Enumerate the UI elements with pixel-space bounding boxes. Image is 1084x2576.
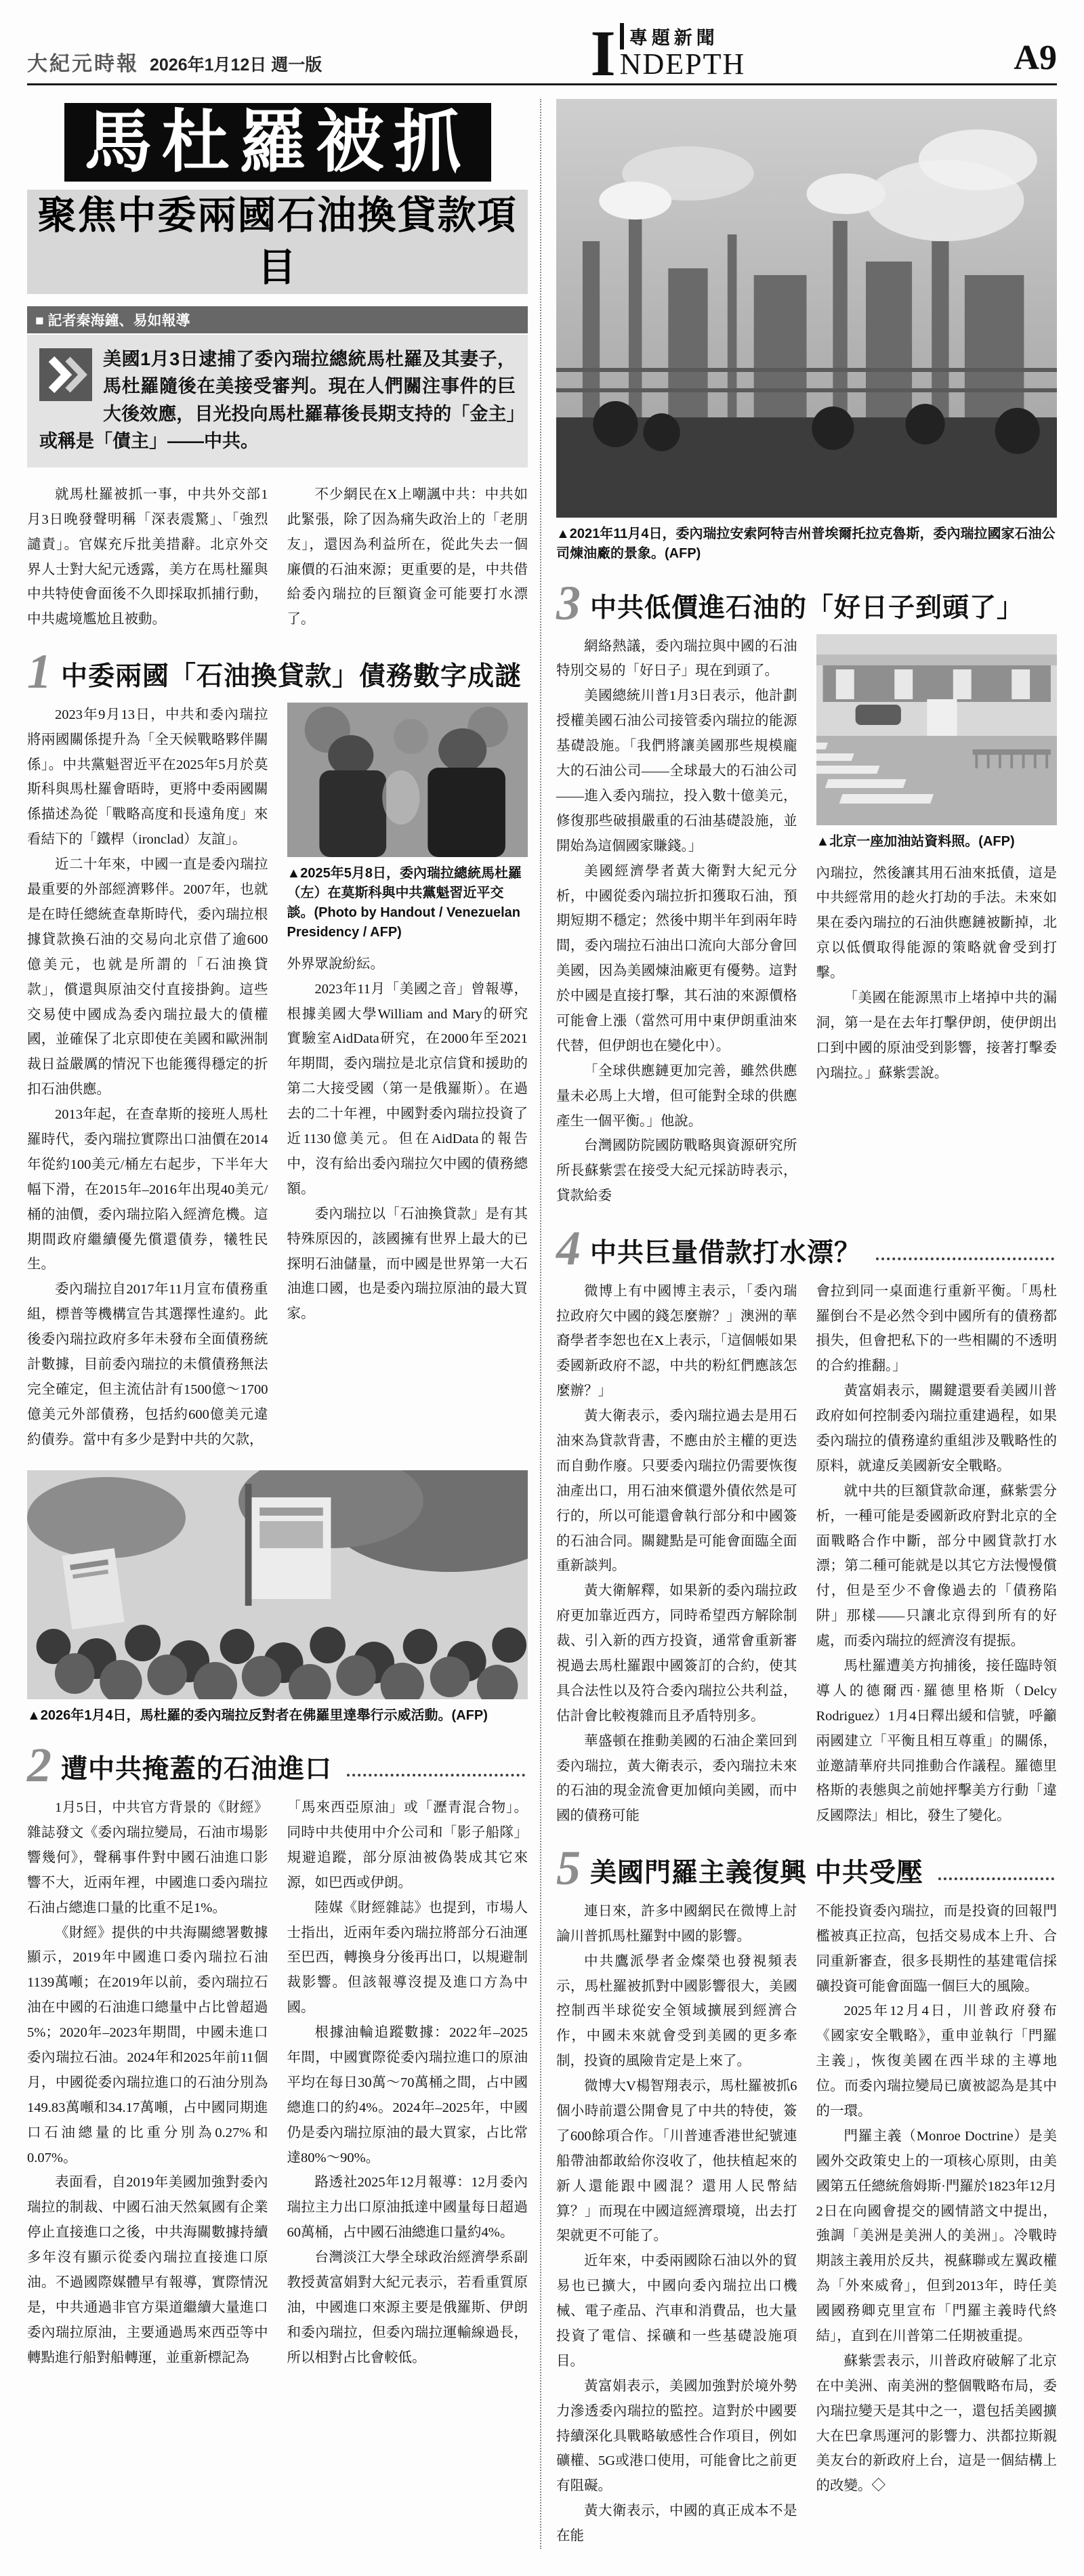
- body-paragraph: 連日來，許多中國網民在微博上討論川普抓馬杜羅對中國的影響。: [556, 1903, 797, 1944]
- gas-station-photo-caption: ▲北京一座加油站資料照。(AFP): [816, 833, 1015, 849]
- maduro-xi-photo: [287, 703, 528, 857]
- body-paragraph: 會拉到同一桌面進行重新平衡。「馬杜羅倒台不是必然令到中國所有的債務都損失，但會把私下的一些相關的不透明的合約推翻。」: [816, 1283, 1057, 1374]
- body-paragraph: 外界眾說紛紜。: [287, 956, 384, 972]
- body-paragraph: 黃大衛解釋，如果新的委內瑞拉政府更加靠近西方，同時希望西方解除制裁、引入新的西方投資，通常會重新審視過去馬杜羅跟中國簽訂的合約，使其具合法性以及符合委內瑞拉公共利益，估計會比較複雜而且矛盾特別多。: [556, 1583, 797, 1724]
- section-3-number: 3: [556, 576, 581, 630]
- left-half: [27, 99, 528, 2549]
- section-1-title: 中委兩國「石油換貸款」債務數字成謎: [61, 661, 522, 691]
- section-3-col-1: [556, 634, 797, 1209]
- maduro-photo-caption: ▲2025年5月8日，委內瑞拉總統馬杜羅（左）在莫斯科與中共黨魁習近平交談。(Photo by Handout / Venezuelan Presidency / AFP): [287, 865, 522, 940]
- body-paragraph: 黃大衛表示，中國的真正成本不是在能: [556, 2504, 797, 2544]
- indepth-logo: [590, 17, 746, 90]
- headline-block: [27, 103, 528, 294]
- intro-col-1: [27, 482, 268, 632]
- logo-chinese-label: 專題新聞: [620, 23, 719, 49]
- body-paragraph: 「馬來西亞原油」或「瀝青混合物」。同時中共使用中介公司和「影子船隊」規避追蹤，部分原油被偽裝成其它來源，如巴西或伊朗。: [287, 1800, 528, 1890]
- byline: ■ 記者秦海鐘、易如報導: [27, 306, 528, 333]
- refinery-photo: [556, 99, 1057, 518]
- body-paragraph: 委內瑞拉以「石油換貸款」是有其特殊原因的，該國擁有世界上最大的已探明石油儲量，而中國是世界第一大石油進口國，也是委內瑞拉原油的最大買家。: [287, 1206, 528, 1322]
- body-paragraph: 2013年起，在查韋斯的接班人馬杜羅時代，委內瑞拉實際出口油價在2014年從約100美元/桶左右起步，下半年大幅下滑，在2015年–2016年出現40美元/桶的油價，委內瑞拉陷入經濟危機。這期間政府繼續優先償還債券，犧牲民生。: [27, 1107, 268, 1272]
- section-4-title: 中共巨量借款打水漂？: [590, 1238, 862, 1268]
- body-paragraph: 中共鷹派學者金燦榮也發視頻表示，馬杜羅被抓對中國影響很大，美國控制西半球從安全領域擴展到經濟合作，中國未來就會受到美國的更多牽制，投資的風險肯定是上來了。: [556, 1953, 797, 2069]
- paper-name: 大紀元時報: [27, 53, 139, 75]
- section-5-col-2: [816, 1899, 1058, 2549]
- body-paragraph: 華盛頓在推動美國的石油企業回到委內瑞拉，黃大衛表示，委內瑞拉未來的石油的現金流會更加傾向美國，而中國的債務可能: [556, 1733, 797, 1824]
- section-3-heading: [556, 576, 1057, 630]
- body-paragraph: 陸媒《財經雜誌》也提到，市場人士指出，近兩年委內瑞拉將部分石油運至巴西，轉換身分後再出口，以規避制裁影響。但該報導沒提及進口方為中國。: [287, 1900, 528, 2016]
- body-paragraph: 《財經》提供的中共海關總署數據顯示，2019年中國進口委內瑞拉石油1139萬噸；在2019年以前，委內瑞拉石油在中國的石油進口總量中占比曾超過5%；2020年–2023年期間，中國未進口委內瑞拉石油。2024年和2025年前11個月，中國從委內瑞拉進口的石油分別為149.83萬噸和34.17萬噸，占中國同期進口石油總量的比重分別為0.27%和0.07%。: [27, 1925, 268, 2165]
- protest-photo-caption: ▲2026年1月4日，馬杜羅的委內瑞拉反對者在佛羅里達舉行示威活動。(AFP): [27, 1707, 488, 1723]
- body-paragraph: 微博大V楊智翔表示，馬杜羅被抓6個小時前還公開會見了中共的特使，簽了600餘項合作。「川普連香港世紀號連船帶油都敢給你沒收了，他扶植起來的新人還能跟中國混？還用人民幣結算？」而現在中國這經濟環境，出去打架就更不可能了。: [556, 2079, 797, 2244]
- logo-rest: NDEPTH: [619, 47, 746, 81]
- body-paragraph: 表面看，自2019年美國加強對委內瑞拉的制裁、中國石油天然氣國有企業停止直接進口之後，中共海關數據持續多年沒有顯示從委內瑞拉直接進口原油。不過國際媒體早有報導，實際情況是，中共通過非官方渠道繼續大量進口委內瑞拉原油，主要通過馬來西亞等中轉點進行船對船轉運，並重新標記為: [27, 2175, 268, 2365]
- body-paragraph: 根據油輪追蹤數據：2022年–2025年間，中國實際從委內瑞拉進口的原油平均在每日30萬～70萬桶之間，占中國總進口的約4%。2024年–2025年，中國仍是委內瑞拉原油的最大買家，占比常達80%～90%。: [287, 2025, 528, 2165]
- page-content: [27, 99, 1057, 2549]
- masthead-left: [27, 47, 322, 79]
- section-5-col-1: [556, 1899, 797, 2549]
- body-paragraph: 台灣淡江大學全球政治經濟學系副教授黃富娟對大紀元表示，若看重質原油，中國進口來源主要是俄羅斯、伊朗和委內瑞拉，但委內瑞拉運輸線過長，所以相對占比會較低。: [287, 2250, 528, 2365]
- body-paragraph: 路透社2025年12月報導：12月委內瑞拉主力出口原油抵達中國量每日超過60萬桶，占中國石油總進口量約4%。: [287, 2175, 528, 2241]
- intro-paragraph: 就馬杜羅被抓一事，中共外交部1月3日晚發聲明稱「深表震驚」、「強烈譴責」。官媒充斥批美措辭。北京外交界人士對大紀元透露，美方在馬杜羅與中共特使會面後不久即採取抓捕行動，中共處境尷尬且被動。: [27, 486, 268, 627]
- right-half: [540, 99, 1057, 2549]
- section-2-number: 2: [27, 1737, 51, 1792]
- gas-station-photo: [816, 634, 1058, 825]
- body-paragraph: 台灣國防院國防戰略與資源研究所所長蘇紫雲在接受大紀元採訪時表示，貸款給委: [556, 1138, 797, 1204]
- body-paragraph: 蘇紫雲表示，川普政府破解了北京在中美洲、南美洲的整個戰略布局，委內瑞拉變天是其中之一，還包括美國擴大在巴拿馬運河的影響力、洪都拉斯親美友台的新政府上台，這是一個結構上的改變。◇: [816, 2353, 1057, 2494]
- body-paragraph: 美國經濟學者黃大衛對大紀元分析，中國從委內瑞拉折扣獲取石油，預期短期不穩定；然後中期半年到兩年時間，委內瑞拉石油出口流向大部分會回美國，因為美國煉油廠更有優勢。這對於中國是直接打擊，其石油的來源價格可能會上漲（當然可用中東伊朗重油來代替，但伊朗也在變化中）。: [556, 863, 797, 1054]
- body-paragraph: 2025年12月4日，川普政府發布《國家安全戰略》，重申並執行「門羅主義」，恢復美國在西半球的主導地位。而委內瑞拉變局已廣被認為是其中的一環。: [816, 2003, 1057, 2119]
- body-paragraph: 1月5日，中共官方背景的《財經》雜誌發文《委內瑞拉變局，石油市場影響幾何》，聲稱事件對中國石油進口影響不大，近兩年裡，中國進口委內瑞拉石油占總進口量的比重不足1%。: [27, 1800, 268, 1915]
- section-1-col-2: [287, 703, 528, 1453]
- intro-columns: [27, 482, 528, 632]
- body-paragraph: 黃大衛表示，委內瑞拉過去是用石油來為貸款背書，不應由於主權的更迭而自動作廢。只要委內瑞拉仍需要恢復油產出口，用石油來償還外債依然是可行的，所以可能還會執行部分和中國簽的石油合同。關鍵點是可能會面臨全面重新談判。: [556, 1409, 797, 1574]
- section-2-col-2: [287, 1795, 528, 2370]
- section-3-col-2: [816, 634, 1058, 1209]
- intro-paragraph: 不少網民在X上嘲諷中共：中共如此緊張，除了因為痛失政治上的「老朋友」，還因為利益所在，從此失去一個廉價的石油來源；更重要的是，中共借給委內瑞拉的巨額資金可能要打水漂了。: [287, 486, 528, 627]
- body-paragraph: 「全球供應鏈更加完善，雖然供應量未必馬上大增，但可能對全球的供應產生一個平衡。」他說。: [556, 1063, 797, 1129]
- lead-paragraph: 美國1月3日逮捕了委內瑞拉總統馬杜羅及其妻子，馬杜羅隨後在美接受審判。現在人們關注事件的巨大後效應，目光投向馬杜羅幕後長期支持的「金主」或稱是「債主」——中共。: [39, 348, 516, 452]
- body-paragraph: 委內瑞拉自2017年11月宣布債務重組，標普等機構宣告其選擇性違約。此後委內瑞拉政府多年未發布全面債務統計數據，目前委內瑞拉的未償債務無法完全確定，但主流估計有1500億～1700億美元外部債務，包括約600億美元違約債券。當中有多少是對中共的欠款，: [27, 1282, 268, 1447]
- section-2-heading: [27, 1737, 528, 1792]
- section-1-col-1: [27, 703, 268, 1453]
- section-5-title: 美國門羅主義復興 中共受壓: [590, 1858, 923, 1888]
- page-number: A9: [1014, 39, 1057, 77]
- section-3-title: 中共低價進石油的「好日子到頭了」: [590, 593, 1024, 623]
- headline-line2: 聚焦中委兩國石油換貸款項目: [27, 190, 528, 294]
- headline-line1: 馬杜羅被抓: [64, 103, 491, 182]
- heading-dotted-rule: [876, 1258, 1054, 1260]
- body-paragraph: 2023年11月「美國之音」曾報導，根據美國大學William and Mary的研究實驗室AidData研究，在2000年至2021年期間，委內瑞拉是北京信貸和援助的第二大接受國（第一是俄羅斯）。在過去的二十年裡，中國對委內瑞拉投資了近1130億美元。但在AidData的報告中，沒有給出委內瑞拉欠中國的債務總額。: [287, 981, 528, 1197]
- section-5-heading: [556, 1841, 1057, 1896]
- section-4-col-2: [816, 1279, 1058, 1829]
- section-1-columns: [27, 703, 528, 1453]
- section-5-columns: [556, 1899, 1057, 2549]
- intro-col-2: [287, 482, 528, 632]
- section-2-columns: [27, 1795, 528, 2370]
- masthead: [27, 17, 1057, 90]
- body-paragraph: 不能投資委內瑞拉，而是投資的回報門檻被真正拉高，包括交易成本上升、合同重新審查，很多長期性的基建電信採礦投資可能會面臨一個巨大的風險。: [816, 1903, 1057, 1994]
- section-4-columns: [556, 1279, 1057, 1829]
- section-3-columns: [556, 634, 1057, 1209]
- heading-dotted-rule: [938, 1877, 1054, 1880]
- section-1-heading: [27, 644, 528, 699]
- body-paragraph: 近二十年來，中國一直是委內瑞拉最重要的外部經濟夥伴。2007年，也就是在時任總統查韋斯時代，委內瑞拉根據貸款換石油的交易向北京借了逾600億美元，也就是所謂的「石油換貸款」，償還與原油交付直接掛鉤。這些交易使中國成為委內瑞拉最大的債權國，並確保了北京即使在美國和歐洲制裁日益嚴厲的情況下也能獲得穩定的折扣石油供應。: [27, 857, 268, 1098]
- section-4-col-1: [556, 1279, 797, 1829]
- body-paragraph: 網絡熱議，委內瑞拉與中國的石油特別交易的「好日子」現在到頭了。: [556, 638, 797, 679]
- section-4-heading: [556, 1221, 1057, 1276]
- body-paragraph: 黃富娟表示，美國加強對於境外勢力滲透委內瑞拉的監控。這對於中國要持續深化具戰略敏感性合作項目，例如礦權、5G或港口使用，可能會比之前更有阻礙。: [556, 2378, 797, 2494]
- body-paragraph: 微博上有中國博主表示，「委內瑞拉政府欠中國的錢怎麼辦？」澳洲的華裔學者李恕也在X上表示，「這個帳如果委國新政府不認，中共的粉紅們應該怎麼辦？」: [556, 1283, 797, 1399]
- section-1-number: 1: [27, 644, 51, 699]
- body-paragraph: 門羅主義（Monroe Doctrine）是美國外交政策史上的一項核心原則，由美國第五任總統詹姆斯·門羅於1823年12月2日在向國會提交的國情諮文中提出，強調「美洲是美洲人的美洲」。冷戰時期該主義用於反共，視蘇聯或左翼政權為「外來威脅」，但到2013年，時任美國國務卿克里宣布「門羅主義時代終結」，直到在川普第二任期被重提。: [816, 2128, 1057, 2344]
- body-paragraph: 「美國在能源黑市上堵掉中共的漏洞，第一是在去年打擊伊朗，使伊朗出口到中國的原油受到影響，接著打擊委內瑞拉。」蘇紫雲說。: [816, 991, 1057, 1081]
- protest-photo: [27, 1470, 528, 1699]
- section-4-number: 4: [556, 1221, 581, 1276]
- logo-initial: I: [590, 17, 616, 90]
- lead-box: [27, 335, 528, 468]
- section-2-col-1: [27, 1795, 268, 2370]
- heading-dotted-rule: [347, 1774, 525, 1777]
- body-paragraph: 2023年9月13日，中共和委內瑞拉將兩國關係提升為「全天候戰略夥伴關係」。中共黨魁習近平在2025年5月於莫斯科與馬杜羅會晤時，更將中委兩國關係描述為從「戰略高度和長遠角度」來看結下的「鐵桿（ironclad）友誼」。: [27, 707, 268, 848]
- body-paragraph: 馬杜羅遭美方拘捕後，接任臨時領導人的德爾西·羅德里格斯（Delcy Rodriguez）1月4日釋出緩和信號，呼籲兩國建立「平衡且相互尊重」的關係，並邀請華府共同推動合作議程。羅德里格斯的表態與之前她抨擊美方行動「違反國際法」相比，發生了變化。: [816, 1659, 1057, 1824]
- paper-date: 2026年1月12日 週一版: [150, 56, 322, 75]
- body-paragraph: 近年來，中委兩國除石油以外的貿易也已擴大，中國向委內瑞拉出口機械、電子產品、汽車和消費品，也大量投資了電信、採礦和一些基礎設施項目。: [556, 2253, 797, 2369]
- body-paragraph: 美國總統川普1月3日表示，他計劃授權美國石油公司接管委內瑞拉的能源基礎設施。「我們將讓美國那些規模龐大的石油公司——全球最大的石油公司——進入委內瑞拉，投入數十億美元，修復那些破損嚴重的石油基礎設施，並開始為這個國家賺錢。」: [556, 688, 797, 854]
- double-chevron-icon: [39, 348, 92, 401]
- refinery-photo-caption: ▲2021年11月4日，委內瑞拉安索阿特吉州普埃爾托拉克魯斯，委內瑞拉國家石油公司煉油廠的景象。(AFP): [556, 526, 1056, 561]
- body-paragraph: 黃富娟表示，關鍵還要看美國川普政府如何控制委內瑞拉重建過程，如果委內瑞拉的債務違約重組涉及戰略性的原料，就違反美國新安全戰略。: [816, 1384, 1057, 1474]
- body-paragraph: 就中共的巨額貸款命運，蘇紫雲分析，一種可能是委國新政府對北京的全面戰略合作中斷，部分中國貸款打水漂；第二種可能就是以其它方法慢慢償付，但是至少不會像過去的「債務陷阱」那樣——只讓北京得到所有的好處，而委內瑞拉的經濟沒有提振。: [816, 1483, 1057, 1649]
- section-2-title: 遭中共掩蓋的石油進口: [61, 1755, 333, 1785]
- section-5-number: 5: [556, 1841, 581, 1896]
- body-paragraph: 內瑞拉，然後讓其用石油來抵債，這是中共經常用的趁火打劫的手法。未來如果在委內瑞拉的石油供應鏈被斷掉，北京以低價取得能源的策略就會受到打擊。: [816, 865, 1057, 981]
